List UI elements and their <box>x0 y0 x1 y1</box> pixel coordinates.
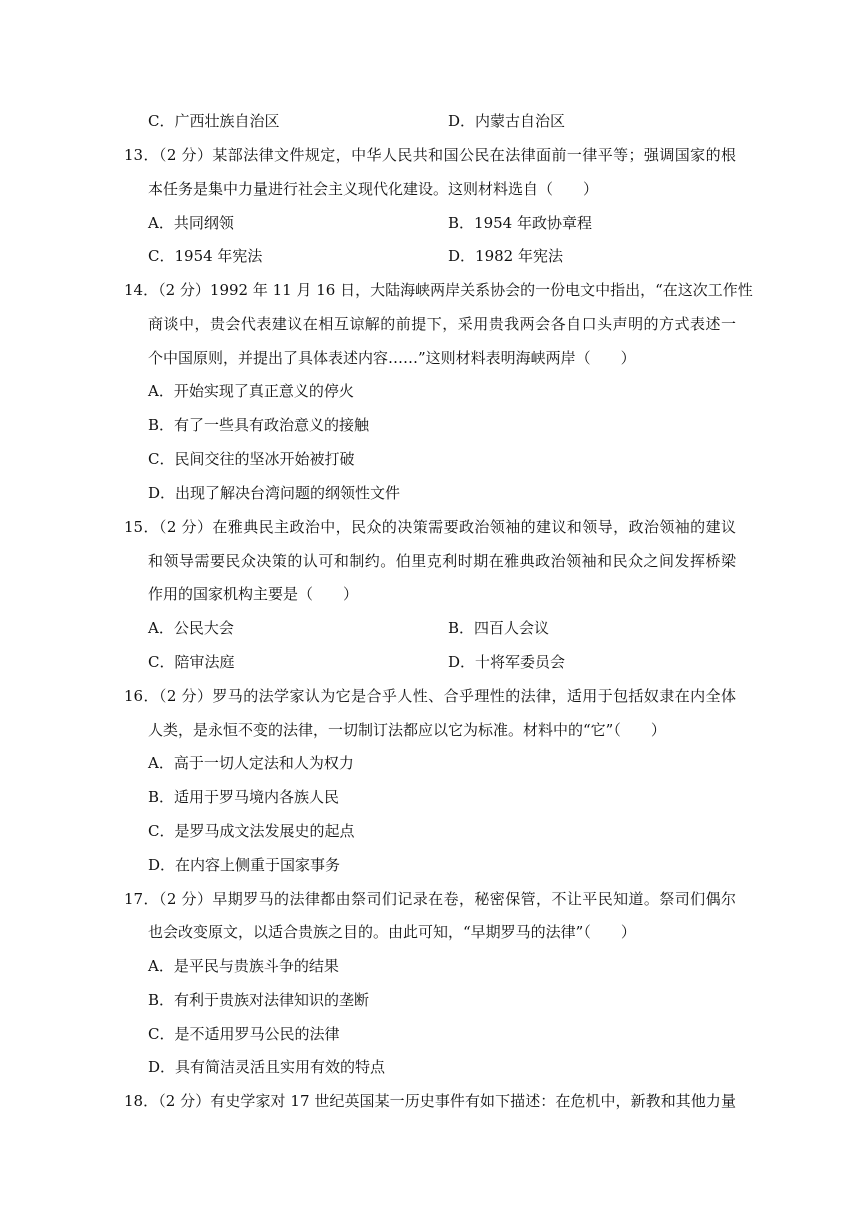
q16-stem-line-2: 人类，是永恒不变的法律，一切制订法都应以它为标准。材料中的“它”（ ） <box>148 721 666 739</box>
q15-stem-line-3: 作用的国家机构主要是（ ） <box>148 585 359 603</box>
q15-option-b: B．四百人会议 <box>448 619 550 637</box>
q13-stem-line-2: 本任务是集中力量进行社会主义现代化建设。这则材料选自（ ） <box>148 180 599 198</box>
q16-option-b: B．适用于罗马境内各族人民 <box>148 788 340 806</box>
q14-option-b: B．有了一些具有政治意义的接触 <box>148 416 370 434</box>
q12-option-d: D．内蒙古自治区 <box>448 112 566 130</box>
q14-option-a: A．开始实现了真正意义的停火 <box>148 382 354 400</box>
q16-stem-line-1: 16．（2 分）罗马的法学家认为它是合乎人性、合乎理性的法律，适用于包括奴隶在内全体 <box>124 687 736 705</box>
q17-option-d: D．具有简洁灵活且实用有效的特点 <box>148 1058 386 1076</box>
q16-option-d: D．在内容上侧重于国家事务 <box>148 856 341 874</box>
q16-option-a: A．高于一切人定法和人为权力 <box>148 754 354 772</box>
q18-stem-line-1: 18．（2 分）有史学家对 17 世纪英国某一历史事件有如下描述：在危机中，新教和其他力量 <box>124 1092 736 1110</box>
q14-stem-line-3: 个中国原则，并提出了具体表述内容……”这则材料表明海峡两岸（ ） <box>148 349 636 367</box>
q14-option-d: D．出现了解决台湾问题的纲领性文件 <box>148 484 401 502</box>
q17-option-c: C．是不适用罗马公民的法律 <box>148 1025 340 1043</box>
q13-option-d: D．1982 年宪法 <box>448 247 563 265</box>
q13-stem-line-1: 13．（2 分）某部法律文件规定，中华人民共和国公民在法律面前一律平等；强调国家的根 <box>124 146 736 164</box>
q15-stem-line-2: 和领导需要民众决策的认可和制约。伯里克利时期在雅典政治领袖和民众之间发挥桥梁 <box>148 552 736 570</box>
q13-option-a: A．共同纲领 <box>148 214 234 232</box>
q13-option-b: B．1954 年政协章程 <box>448 214 592 232</box>
q17-option-a: A．是平民与贵族斗争的结果 <box>148 957 339 975</box>
q14-stem-line-1: 14．（2 分）1992 年 11 月 16 日，大陆海峡两岸关系协会的一份电文中指出，“在这次工作性 <box>124 281 753 299</box>
q12-option-c: C．广西壮族自治区 <box>148 112 280 130</box>
q14-option-c: C．民间交往的坚冰开始被打破 <box>148 450 355 468</box>
q16-option-c: C．是罗马成文法发展史的起点 <box>148 822 355 840</box>
q15-option-a: A．公民大会 <box>148 619 234 637</box>
q15-option-d: D．十将军委员会 <box>448 653 566 671</box>
q15-option-c: C．陪审法庭 <box>148 653 235 671</box>
q17-stem-line-2: 也会改变原文，以适合贵族之目的。由此可知，“早期罗马的法律”（ ） <box>148 923 636 941</box>
q17-option-b: B．有利于贵族对法律知识的垄断 <box>148 991 370 1009</box>
q15-stem-line-1: 15．（2 分）在雅典民主政治中，民众的决策需要政治领袖的建议和领导，政治领袖的建议 <box>124 518 736 536</box>
q13-option-c: C．1954 年宪法 <box>148 247 263 265</box>
q14-stem-line-2: 商谈中，贵会代表建议在相互谅解的前提下，采用贵我两会各自口头声明的方式表述一 <box>148 315 736 333</box>
q17-stem-line-1: 17．（2 分）早期罗马的法律都由祭司们记录在卷，秘密保管，不让平民知道。祭司们偶尔 <box>124 890 736 908</box>
